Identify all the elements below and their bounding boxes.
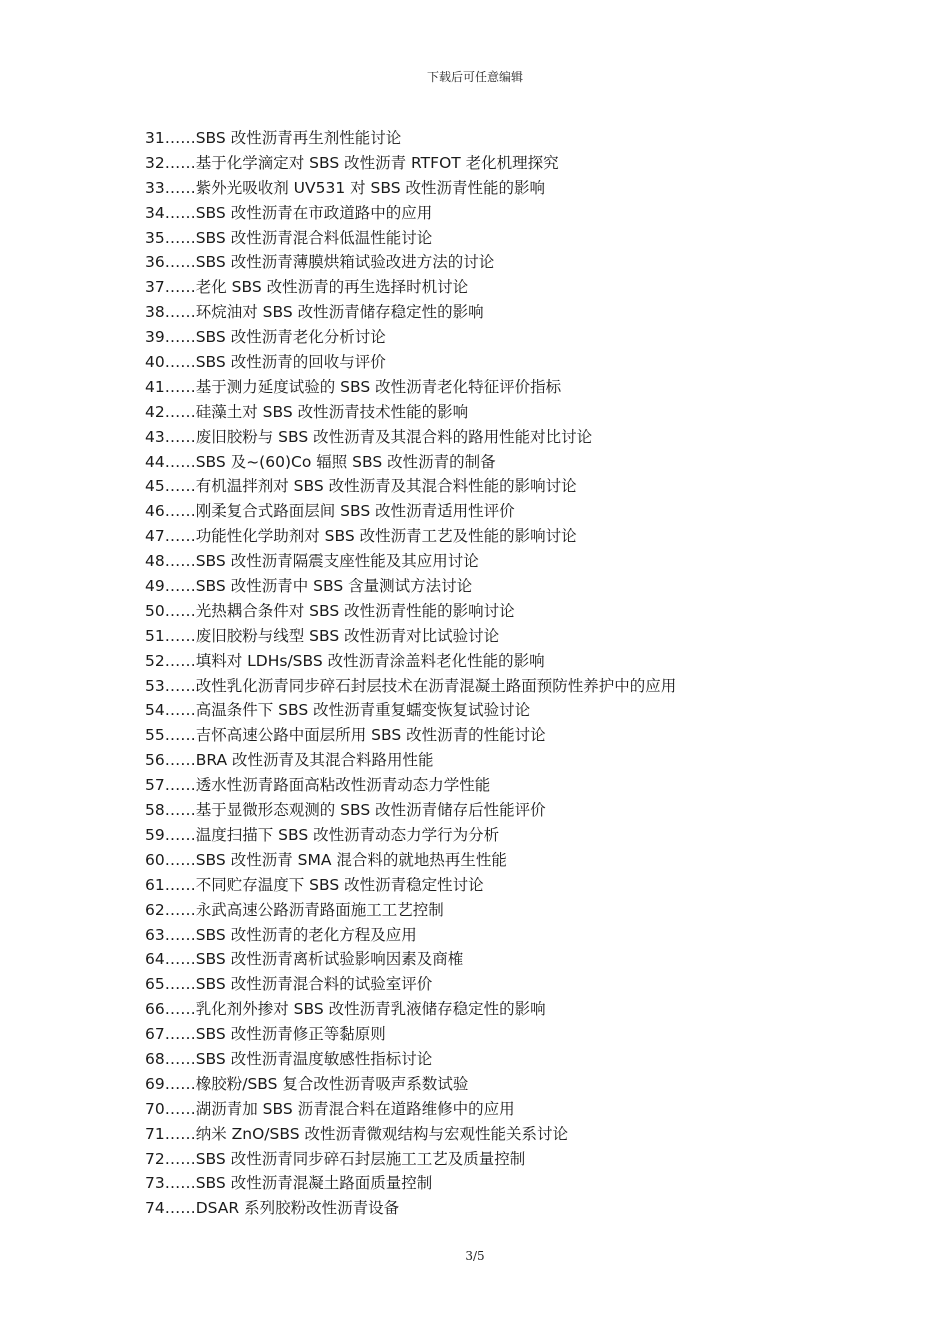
list-item: 47……功能性化学助剂对 SBS 改性沥青工艺及性能的影响讨论 [145,527,577,546]
list-item: 34……SBS 改性沥青在市政道路中的应用 [145,203,433,222]
list-item: 55……吉怀高速公路中面层所用 SBS 改性沥青的性能讨论 [145,726,546,745]
list-item: 62……永武高速公路沥青路面施工工艺控制 [145,900,444,919]
reference-list [145,126,865,1221]
list-item: 38……环烷油对 SBS 改性沥青储存稳定性的影响 [145,303,484,322]
list-item: 41……基于测力延度试验的 SBS 改性沥青老化特征评价指标 [145,377,562,396]
list-item: 48……SBS 改性沥青隔震支座性能及其应用讨论 [145,552,479,571]
list-item: 63……SBS 改性沥青的老化方程及应用 [145,925,417,944]
list-item: 32……基于化学滴定对 SBS 改性沥青 RTFOT 老化机理探究 [145,153,559,172]
list-item: 40……SBS 改性沥青的回收与评价 [145,353,386,372]
list-item: 58……基于显微形态观测的 SBS 改性沥青储存后性能评价 [145,801,546,820]
list-item: 51……废旧胶粉与线型 SBS 改性沥青对比试验讨论 [145,626,500,645]
list-item: 45……有机温拌剂对 SBS 改性沥青及其混合料性能的影响讨论 [145,477,577,496]
list-item: 56……BRA 改性沥青及其混合料路用性能 [145,751,434,770]
list-item: 33……紫外光吸收剂 UV531 对 SBS 改性沥青性能的影响 [145,178,546,197]
list-item: 54……高温条件下 SBS 改性沥青重复蠕变恢复试验讨论 [145,701,531,720]
list-item: 70……湖沥青加 SBS 沥青混合料在道路维修中的应用 [145,1099,515,1118]
page-header: 下载后可任意编辑 [426,70,523,84]
list-item: 59……温度扫描下 SBS 改性沥青动态力学行为分析 [145,825,500,844]
list-item: 61……不同贮存温度下 SBS 改性沥青稳定性讨论 [145,875,484,894]
list-item: 68……SBS 改性沥青温度敏感性指标讨论 [145,1049,433,1068]
list-item: 36……SBS 改性沥青薄膜烘箱试验改进方法的讨论 [145,253,495,272]
page-number: 3/5 [465,1249,485,1263]
list-item: 72……SBS 改性沥青同步碎石封层施工工艺及质量控制 [145,1149,526,1168]
list-item: 69……橡胶粉/SBS 复合改性沥青吸声系数试验 [145,1074,469,1093]
list-item: 65……SBS 改性沥青混合料的试验室评价 [145,975,433,994]
list-item: 73……SBS 改性沥青混凝土路面质量控制 [145,1174,433,1193]
list-item: 39……SBS 改性沥青老化分析讨论 [145,328,386,347]
list-item: 42……硅藻土对 SBS 改性沥青技术性能的影响 [145,402,469,421]
list-item: 35……SBS 改性沥青混合料低温性能讨论 [145,228,433,247]
list-item: 43……废旧胶粉与 SBS 改性沥青及其混合料的路用性能对比讨论 [145,427,593,446]
list-item: 66……乳化剂外掺对 SBS 改性沥青乳液储存稳定性的影响 [145,1000,546,1019]
list-item: 53……改性乳化沥青同步碎石封层技术在沥青混凝土路面预防性养护中的应用 [145,676,677,695]
list-item: 49……SBS 改性沥青中 SBS 含量测试方法讨论 [145,577,473,596]
list-item: 64……SBS 改性沥青离析试验影响因素及商榷 [145,950,464,969]
list-item: 74……DSAR 系列胶粉改性沥青设备 [145,1199,400,1218]
list-item: 57……透水性沥青路面高粘改性沥青动态力学性能 [145,776,491,795]
list-item: 31……SBS 改性沥青再生剂性能讨论 [145,129,402,147]
list-item: 52……填料对 LDHs/SBS 改性沥青涂盖料老化性能的影响 [145,651,545,670]
list-item: 71……纳米 ZnO/SBS 改性沥青微观结构与宏观性能关系讨论 [145,1124,568,1143]
list-item: 50……光热耦合条件对 SBS 改性沥青性能的影响讨论 [145,601,515,620]
list-item: 60……SBS 改性沥青 SMA 混合料的就地热再生性能 [145,850,507,869]
list-item: 37……老化 SBS 改性沥青的再生选择时机讨论 [145,278,469,297]
list-item: 46……刚柔复合式路面层间 SBS 改性沥青适用性评价 [145,502,515,521]
list-item: 67……SBS 改性沥青修正等黏原则 [145,1025,386,1044]
list-item: 44……SBS 及~(60)Co 辐照 SBS 改性沥青的制备 [145,452,496,471]
